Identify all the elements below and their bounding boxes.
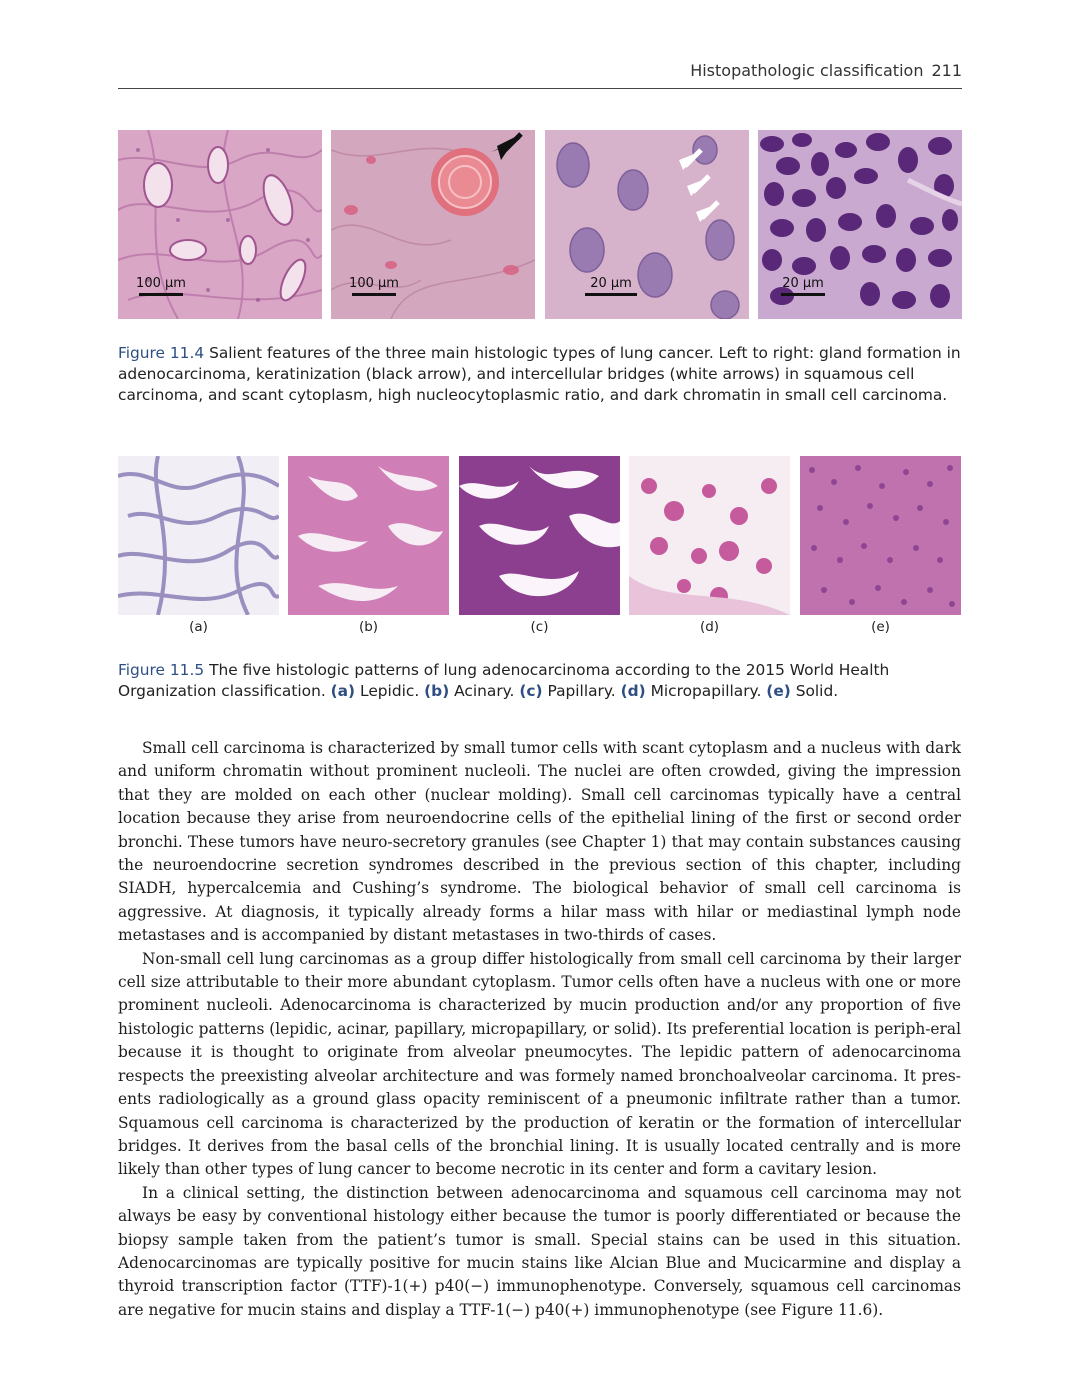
micrograph-adenocarcinoma-glands <box>118 130 322 319</box>
micrograph-papillary <box>459 456 620 615</box>
micrograph-micropapillary <box>629 456 790 615</box>
panel-label-e: (e) <box>871 619 890 635</box>
body-text <box>118 737 961 1322</box>
scale-bar <box>349 276 399 296</box>
scale-bar <box>778 276 828 296</box>
pattern-name: Acinary. <box>454 682 515 700</box>
figure-label: Figure 11.4 <box>118 344 205 362</box>
paragraph: In a clinical setting, the distinction between adenocarcinoma and squamous cell carcinoma may not always be easy by conventional histology either because the tumor is poorly differentiated or because the biopsy sample taken from the patient’s tumor is small. Special stains can be used in this situation. Adenocarcinomas are typically positive for mucin stains like Alcian Blue and Mucicarmine and display a thyroid transcription factor (TTF)-1(+) p40(−) immunophenotype. Conversely, squamous cell carcinomas are negative for mucin stains and display a TTF-1(−) p40(+) immunophenotype (see Figure 11.6). <box>118 1183 961 1319</box>
figure-11-5-caption <box>118 660 968 702</box>
paragraph: Non-small cell lung carcinomas as a group differ histologically from small cell carcinoma by their larger cell size attributable to their more abundant cytoplasm. Tumor cells often have a nucleus with one or more prominent nucleoli. Adenocarcinoma is characterized by mucin production and/or any proportion of five histologic patterns (lepidic, acinar, papillary, micropapillary, or solid). Its preferential location is periph-eral because it is thought to originate from alveolar pneumocytes. The lepidic pattern of adenocarcinoma respects the preexisting alveolar architecture and was formely named bronchoalveolar carcinoma. It pres-ents radiologically as a ground glass opacity reminiscent of a pneumonic infiltrate rather than a tumor. Squamous cell carcinoma is characterized by the production of keratin or the formation of intercellular bridges. It derives from the basal cells of the bronchial lining. It is usually located centrally and is more likely than other types of lung cancer to become necrotic in its center and form a cavitary lesion. <box>118 949 961 1179</box>
scale-bar-label: 100 µm <box>349 276 399 291</box>
caption-intro: The five histologic patterns of lung adenocarcinoma according to the 2015 World Health Organization classification. <box>118 661 890 700</box>
pattern-tag: (b) <box>424 682 450 700</box>
micrograph-intercellular-bridges <box>545 130 749 319</box>
caption-text: Salient features of the three main histologic types of lung cancer. Left to right: gland formation in adenocarcinoma, keratinization (black arrow), and intercellular bridges (white arrows) in squamous cell carcinoma, and scant cytoplasm, high nucleocytoplasmic ratio, and dark chromatin in small cell carcinoma. <box>118 344 961 404</box>
panel-label-d: (d) <box>699 619 720 635</box>
scale-bar <box>581 276 641 296</box>
pattern-name: Lepidic. <box>360 682 420 700</box>
scale-bar-label: 20 µm <box>590 276 632 291</box>
pattern-name: Micropapillary. <box>650 682 762 700</box>
micrograph-small-cell <box>758 130 962 319</box>
panel-label-a: (a) <box>189 619 208 635</box>
pattern-name: Papillary. <box>547 682 616 700</box>
running-head <box>118 58 962 89</box>
micrograph-keratinization <box>331 130 535 319</box>
figure-11-4-images <box>118 130 962 320</box>
page-number: 211 <box>931 61 962 80</box>
pattern-tag: (d) <box>620 682 646 700</box>
paragraph: Small cell carcinoma is characterized by small tumor cells with scant cytoplasm and a nucleus with dark and uniform chromatin without prominent nucleoli. The nuclei are often crowded, giving the impression that they are molded on each other (nuclear molding). Small cell carcinomas typically have a central location because they arise from neuroendocrine cells of the epithelial lining of the first or second order bronchi. These tumors have neuro-secretory granules (see Chapter 1) that may contain substances causing the neuroendocrine secretion syndromes described in the previous section of this chapter, including SIADH, hypercalcemia and Cushing’s syndrome. The biological behavior of small cell carcinoma is aggressive. At diagnosis, it typically already forms a hilar mass with hilar or mediastinal lymph node metastases and is accompanied by distant metastases in two-thirds of cases. <box>118 739 961 945</box>
pattern-tag: (e) <box>766 682 791 700</box>
figure-11-5-images <box>118 456 962 616</box>
panel-label-b: (b) <box>358 619 379 635</box>
figure-11-4-caption <box>118 343 968 406</box>
scale-bar-label: 20 µm <box>782 276 824 291</box>
pattern-tag: (c) <box>519 682 543 700</box>
panel-label-c: (c) <box>530 619 549 635</box>
micrograph-acinary <box>288 456 449 615</box>
scale-bar <box>136 276 186 296</box>
pattern-name: Solid. <box>795 682 839 700</box>
figure-label: Figure 11.5 <box>118 661 205 679</box>
micrograph-solid <box>800 456 961 615</box>
pattern-tag: (a) <box>330 682 356 700</box>
micrograph-lepidic <box>118 456 279 615</box>
scale-bar-label: 100 µm <box>136 276 186 291</box>
running-title: Histopathologic classification <box>690 61 924 80</box>
